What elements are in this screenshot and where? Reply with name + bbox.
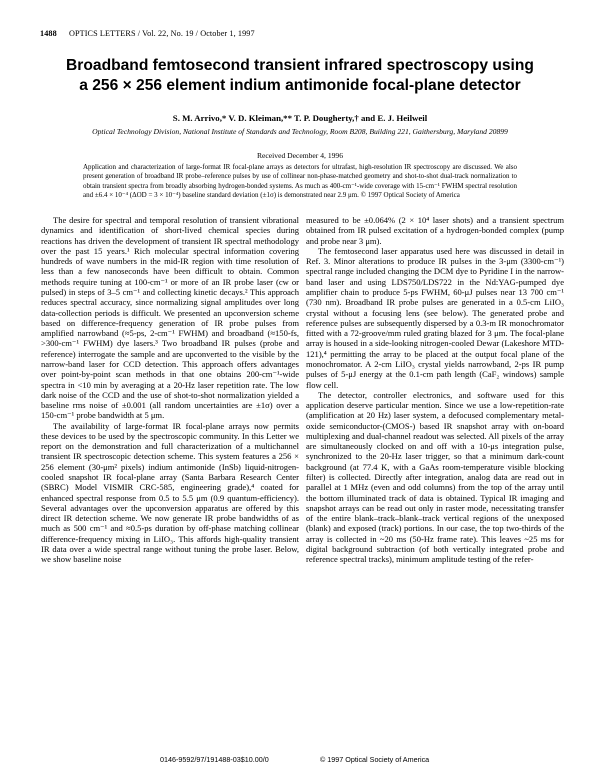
- copyright-notice: © 1997 Optical Society of America: [320, 755, 430, 764]
- running-header: [40, 29, 255, 38]
- paper-title: [30, 56, 570, 96]
- body-column-left: [41, 215, 299, 565]
- paragraph: The detector, controller electronics, and software used for this application deserve particular mention. Since we use a low-repetition-rate (amplification at 20 Hz) laser system, a defocused complementary metal-oxide semiconductor-(CMOS-) based IR snapshot array with on-board multiplexing and dual-channel readout was selected. All pixels of the array are simultaneously clocked on and off with a 10-μs integration pulse, synchronized to the 20-Hz laser trigger, so that a minimum dark-count background (at 77.4 K, with a GaAs room-temperature visible blocking filter) is collected. Directly after integration, analog data are read out in parallel at 1 MHz (even and odd columns) from the top of the array until the bottom illuminated track of data is obtained. Typical IR imaging and snapshot arrays can be read out only in raster mode, necessitating transfer of the entire blank–track–blank–track vertical regions of the unexposed (blank) and exposed (track) portions. In our case, the top two-thirds of the array is collected in ~20 ms (50-Hz frame rate). This leaves ~25 ms for digital background subtraction (of both vertically integrated probe and reference spectral tracks), minimum amplitude testing of the refer-: [306, 389, 564, 565]
- abstract: Application and characterization of large-format IR focal-plane arrays as detectors for ultrafast, high-resolution IR spectroscopy are discussed. We also present generation of broadband IR probe–reference pulses by use of collinear non-phase-matched geometry and shot-to-shot dual-track normalization to obtain transient spectra from broadly absorbing hydrogen-bonded systems. As much as 400-cm⁻¹-wide coverage with 15-cm⁻¹ FWHM spectral resolution and ±6.4 × 10⁻⁴ (ΔOD = 3 × 10⁻⁴) baseline standard deviation (±1σ) is demonstrated near 2.9 μm. © 1997 Optical Society of America: [83, 163, 517, 200]
- paragraph: The desire for spectral and temporal resolution of transient vibrational dynamics and identification of short-lived chemical species during reactions has driven the development of transient IR spectral methodology over the past 15 years.¹ Rich molecular spectral information covering hundreds of wave numbers in the mid-IR region with time resolution of less than a few nanoseconds have been difficult to obtain. Common methods require tuning at 100-cm⁻¹ or more of an IR probe laser (cw or pulsed) in steps of 3–5 cm⁻¹ and collecting kinetic decays.² This approach reduces spectral accuracy, since normalizing signal amplitudes over long data-collection periods is difficult. We presented an upconversion scheme based on difference-frequency generation of IR probe pulses from amplified narrowband (≈5-ps, 2-cm⁻¹ FWHM) and broadband (≈150-fs, >300-cm⁻¹ FWHM) dye lasers.³ Two broadband IR pulses (probe and reference) interrogate the sample and are upconverted to the visible by the narrow-band laser for CCD detection. This approach offers advantages over point-by-point scan methods in that one obtains 200-cm⁻¹-wide spectra in <10 min by averaging at a 20-Hz laser repetition rate. The low dark noise of the CCD and the use of shot-to-shot normalization yielded a baseline rms noise of ±0.001 (all random uncertainties are ±1σ) over a 150-cm⁻¹ probe bandwidth at 5 μm.: [41, 215, 299, 421]
- body-column-right: [306, 215, 564, 565]
- article-code: 0146-9592/97/191488-03$10.00/0: [160, 755, 269, 764]
- paragraph: measured to be ±0.064% (2 × 10⁴ laser shots) and a transient spectrum obtained from IR pulsed excitation of a hydrogen-bonded complex (pump and probe near 3 μm).: [306, 215, 564, 246]
- paragraph: The availability of large-format IR focal-plane arrays now permits these devices to be used by the spectroscopic community. In this Letter we report on the demonstration and full characterization of a multichannel transient IR spectroscopic detection scheme. This system features a 256 × 256 element (30-μm² pixels) indium antimonide (InSb) liquid-nitrogen-cooled snapshot IR focal-plane array (Santa Barbara Research Center (SBRC) Model VISMIR CRC-585, engineering grade),⁴ coated for enhanced spectral response from 0.5 to 5.5 μm (0.9 quantum-efficiency). Several advantages over the upconversion apparatus are offered by this direct IR detection scheme. We now generate IR probe bandwidths of as much as 500 cm⁻¹ and ≈0.5-ps duration by off-phase matching collinear difference-frequency mixing in LiIO₃. This affords high-quality transient IR data over a wide spectral range without tuning the probe laser. Below, we show baseline noise: [41, 420, 299, 565]
- affiliation: Optical Technology Division, National Institute of Standards and Technology, Room B208, Building 221, Gaithersburg, Maryland 20899: [92, 127, 508, 136]
- received-date: Received December 4, 1996: [256, 151, 344, 160]
- author-list: S. M. Arrivo,* V. D. Kleiman,** T. P. Dougherty,† and E. J. Heilweil: [172, 113, 428, 123]
- journal-citation: OPTICS LETTERS / Vol. 22, No. 19 / October 1, 1997: [68, 29, 255, 38]
- paragraph: The femtosecond laser apparatus used here was discussed in detail in Ref. 3. Minor alterations to produce IR pulses in the 3-μm (3300-cm⁻¹) spectral range included changing the DCM dye to Pyridine I in the narrow-band laser and using LDS750/LDS722 in the Nd:YAG-pumped dye amplifier chain to produce 5-ps FWHM, 60-μJ pulses near 13 700 cm⁻¹ (730 nm). Broadband IR probe pulses are generated in a 0.5-cm LiIO₃ crystal without a focusing lens (see below). The generated probe and reference pulses are subsequently dispersed by a 0.3-m IR monochromator fitted with a 72-groove/mm ruled grating blazed for 3 μm. The focal-plane array is housed in a side-looking nitrogen-cooled Dewar (Lakeshore MTD-121),⁴ permitting the array to be placed at the output focal plane of the monochromator. A 2-cm LiIO₃ crystal yields narrowband, 2-ps IR pump pulses of 5-μJ energy at the 0.1-cm path length (CaF₂ windows) sample flow cell.: [306, 245, 564, 390]
- title-line-1: Broadband femtosecond transient infrared spectroscopy using: [66, 57, 534, 74]
- page-number: 1488: [40, 29, 57, 38]
- title-line-2: a 256 × 256 element indium antimonide focal-plane detector: [79, 77, 521, 94]
